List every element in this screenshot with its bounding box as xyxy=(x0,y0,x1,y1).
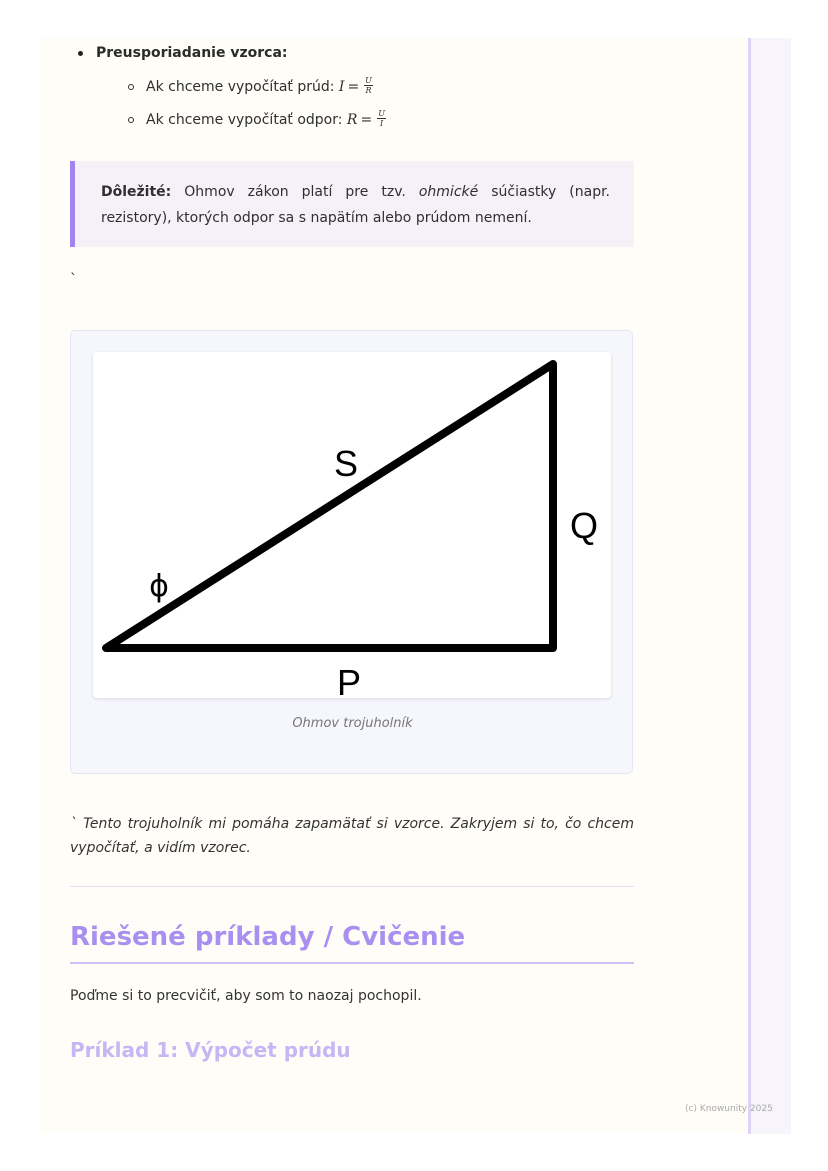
label-angle: ϕ xyxy=(149,569,169,604)
bullet-title: Preusporiadanie vzorca: xyxy=(96,45,288,61)
section-heading: Riešené príklady / Cvičenie xyxy=(70,920,634,964)
frac-num: U xyxy=(378,108,385,118)
ohm-triangle-diagram xyxy=(71,331,634,711)
label-vertical: Q xyxy=(569,505,599,546)
side-strip xyxy=(748,38,791,1134)
frac-num: U xyxy=(365,75,372,85)
note-italic: ohmické xyxy=(418,184,479,200)
label-base: P xyxy=(336,662,362,703)
triangle-shape xyxy=(106,364,553,648)
formula-eq: = xyxy=(360,112,373,128)
figure xyxy=(70,330,633,774)
sub-list xyxy=(96,76,634,131)
bullet-item xyxy=(70,43,634,131)
footer-copyright: (c) Knowunity 2025 xyxy=(685,1104,773,1114)
note-before: Ohmov zákon platí pre tzv. xyxy=(171,184,419,200)
formula-current-text: Ak chceme vypočítať prúd: xyxy=(146,79,339,95)
formula-eq: = xyxy=(347,79,360,95)
important-note xyxy=(70,161,634,247)
triangle-explanation: ` Tento trojuholník mi pomáha zapamätať si vzorce. Zakryjem si to, čo chcem vypočítať, a vidím vzorec. xyxy=(70,816,634,856)
divider xyxy=(70,886,634,887)
bullet-list xyxy=(70,43,634,131)
formula-current xyxy=(96,76,634,98)
section-intro: Poďme si to precvičiť, aby som to naozaj pochopil. xyxy=(70,988,422,1004)
figure-caption: Ohmov trojuholník xyxy=(292,716,413,731)
content xyxy=(70,38,634,1062)
frac-den: I xyxy=(379,118,384,128)
note-bold: Dôležité: xyxy=(101,184,172,200)
formula-resistance xyxy=(96,109,634,131)
backtick: ` xyxy=(70,272,77,288)
formula-current-frac xyxy=(364,76,373,95)
formula-current-lhs: I xyxy=(338,79,345,95)
frac-den: R xyxy=(365,85,372,95)
note-after: súčiastky (napr. rezistory), ktorých odpor sa s napätím alebo prúdom nemení. xyxy=(101,184,610,226)
example-heading: Príklad 1: Výpočet prúdu xyxy=(70,1038,351,1062)
formula-resistance-text: Ak chceme vypočítať odpor: xyxy=(146,112,347,128)
formula-resistance-lhs: R xyxy=(346,112,358,128)
formula-resistance-frac xyxy=(377,109,386,128)
label-hypotenuse: S xyxy=(333,443,359,484)
